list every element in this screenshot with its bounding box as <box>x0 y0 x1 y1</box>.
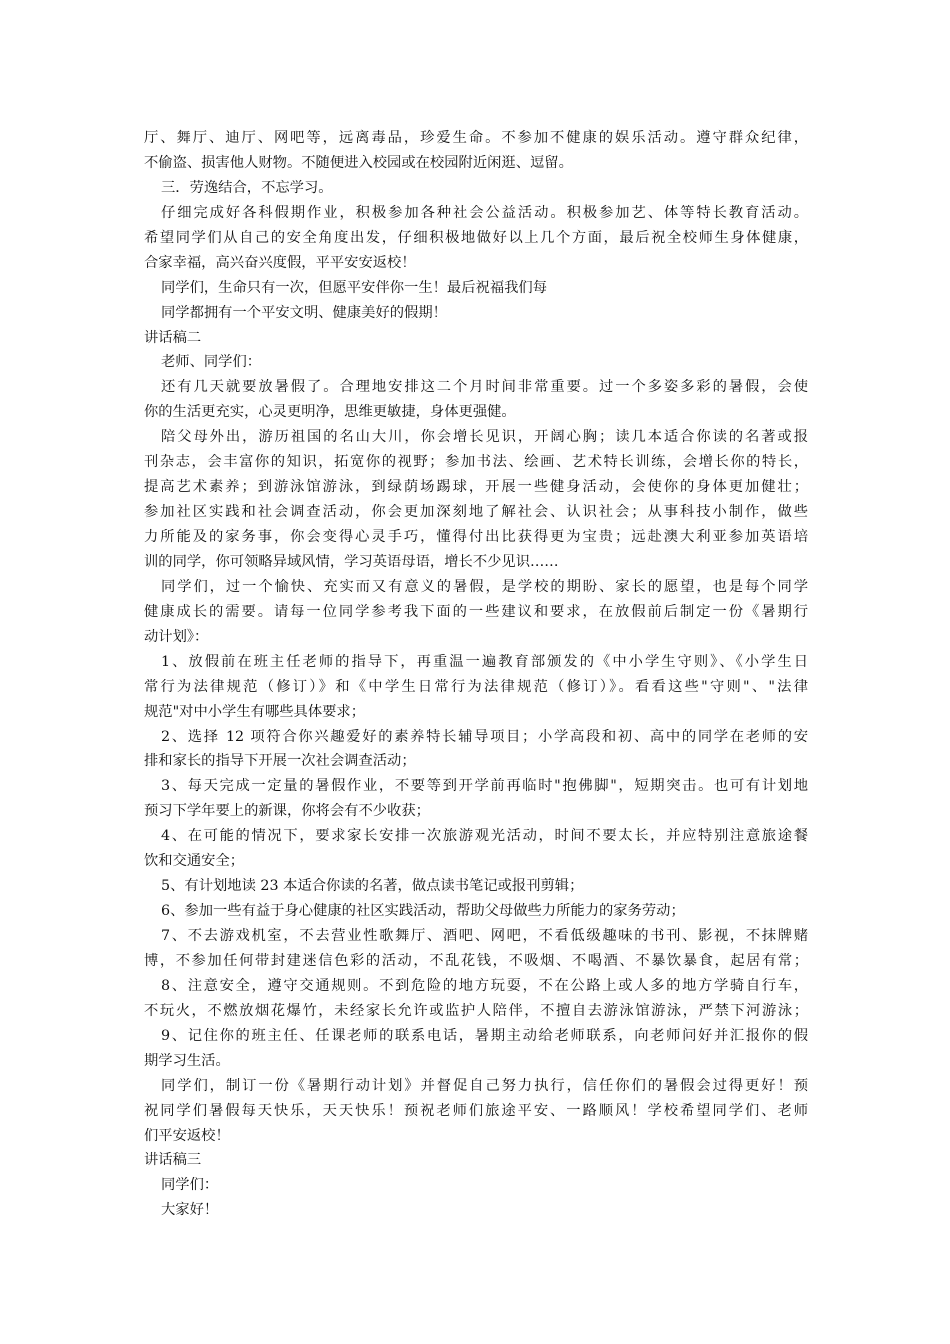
text-line: 希望同学们从自己的安全角度出发，仔细积极地做好以上几个方面，最后祝全校师生身体健康， <box>144 229 808 246</box>
text-line: 不偷盗、损害他人财物。不随便进入校园或在校园附近闲逛、逗留。 <box>144 154 573 171</box>
text-line: 规范"对中小学生有哪些具体要求； <box>144 703 366 720</box>
section-heading: 讲话稿三 <box>144 1152 202 1169</box>
text-line: 参加社区实践和社会调查活动，你会更加深刻地了解社会、认识社会；从事科技小制作，做些 <box>144 504 808 521</box>
document-page <box>144 126 808 1223</box>
text-line: 力所能及的家务事，你会变得心灵手巧，懂得付出比获得更为宝贵；远赴澳大利亚参加英语培 <box>144 529 808 545</box>
text-line: 训的同学，你可领略异域风情，学习英语母语，增长不少见识…… <box>144 553 559 570</box>
text-line: 预习下学年要上的新课，你将会有不少收获； <box>144 803 430 820</box>
text-line: 刊杂志，会丰富你的知识，拓宽你的视野；参加书法、绘画、艺术特长训练，会增长你的特长， <box>144 454 808 471</box>
text-line: 博，不参加任何带封建迷信色彩的活动，不乱花钱，不吸烟、不喝酒、不暴饮暴食，起居有常； <box>144 952 808 969</box>
text-line: 4、在可能的情况下，要求家长安排一次旅游观光活动，时间不要太长，并应特别注意旅途餐 <box>161 828 808 845</box>
text-line: 同学们： <box>161 1177 219 1194</box>
text-line: 厅、舞厅、迪厅、网吧等，远离毒品，珍爱生命。不参加不健康的娱乐活动。遵守群众纪律， <box>144 130 808 146</box>
text-line: 还有几天就要放暑假了。合理地安排这二个月时间非常重要。过一个多姿多彩的暑假，会使 <box>161 379 808 396</box>
text-line: 提高艺术素养；到游泳馆游泳，到绿荫场踢球，开展一些健身活动，会使你的身体更加健壮； <box>144 479 808 496</box>
text-line: 9、记住你的班主任、任课老师的联系电话，暑期主动给老师联系，向老师问好并汇报你的假 <box>161 1027 808 1044</box>
text-line: 大家好！ <box>161 1202 219 1219</box>
text-line: 2、选择 12 项符合你兴趣爱好的素养特长辅导项目；小学高段和初、高中的同学在老师的安 <box>161 728 808 745</box>
text-line: 6、参加一些有益于身心健康的社区实践活动，帮助父母做些力所能力的家务劳动； <box>161 903 685 920</box>
text-line: 不玩火，不燃放烟花爆竹，未经家长允许或监护人陪伴，不擅自去游泳馆游泳，严禁下河游泳； <box>144 1002 808 1019</box>
text-line: 8、注意安全，遵守交通规则。不到危险的地方玩耍，不在公路上或人多的地方学骑自行车， <box>161 977 808 994</box>
text-line: 三．劳逸结合，不忘学习。 <box>161 179 333 196</box>
text-line: 排和家长的指导下开展一次社会调查活动； <box>144 753 416 770</box>
text-line: 你的生活更充实，心灵更明净，思维更敏捷，身体更强健。 <box>144 404 516 421</box>
text-line: 7、不去游戏机室，不去营业性歌舞厅、酒吧、网吧，不看低级趣味的书刊、影视，不抹牌赌 <box>161 928 808 944</box>
text-line: 1、放假前在班主任老师的指导下，再重温一遍教育部颁发的《中小学生守则》、《小学生日 <box>161 653 808 670</box>
text-line: 们平安返校！ <box>144 1127 230 1144</box>
text-line: 合家幸福，高兴奋兴度假，平平安安返校！ <box>144 254 416 271</box>
text-line: 常行为法律规范（修订）》和《中学生日常行为法律规范（修订）》。看看这些"守则"、"法律 <box>144 678 808 695</box>
text-line: 同学们，生命只有一次，但愿平安伴你一生！最后祝福我们每 <box>161 279 548 296</box>
document-body <box>144 126 808 1223</box>
text-line: 饮和交通安全； <box>144 853 245 870</box>
text-line: 3、每天完成一定量的暑假作业，不要等到开学前再临时"抱佛脚"，短期突击。也可有计划地 <box>161 778 808 795</box>
text-line: 陪父母外出，游历祖国的名山大川，你会增长见识，开阔心胸；读几本适合你读的名著或报 <box>161 429 808 446</box>
text-line: 同学们，制订一份《暑期行动计划》并督促自己努力执行，信任你们的暑假会过得更好！预 <box>161 1077 808 1094</box>
text-line: 同学都拥有一个平安文明、健康美好的假期！ <box>161 304 447 321</box>
section-heading: 讲话稿二 <box>144 329 202 346</box>
text-line: 5、有计划地读 23 本适合你读的名著，做点读书笔记或报刊剪辑； <box>161 878 584 895</box>
text-line: 同学们，过一个愉快、充实而又有意义的暑假，是学校的期盼、家长的愿望，也是每个同学 <box>161 578 808 595</box>
text-line: 仔细完成好各科假期作业，积极参加各种社会公益活动。积极参加艺、体等特长教育活动。 <box>161 204 808 221</box>
text-line: 老师、同学们： <box>161 354 262 371</box>
text-line: 期学习生活。 <box>144 1052 230 1069</box>
text-line: 健康成长的需要。请每一位同学参考我下面的一些建议和要求，在放假前后制定一份《暑期行 <box>144 603 808 620</box>
text-line: 动计划》： <box>144 628 209 645</box>
text-line: 祝同学们暑假每天快乐，天天快乐！预祝老师们旅途平安、一路顺风！学校希望同学们、老师 <box>144 1102 808 1119</box>
